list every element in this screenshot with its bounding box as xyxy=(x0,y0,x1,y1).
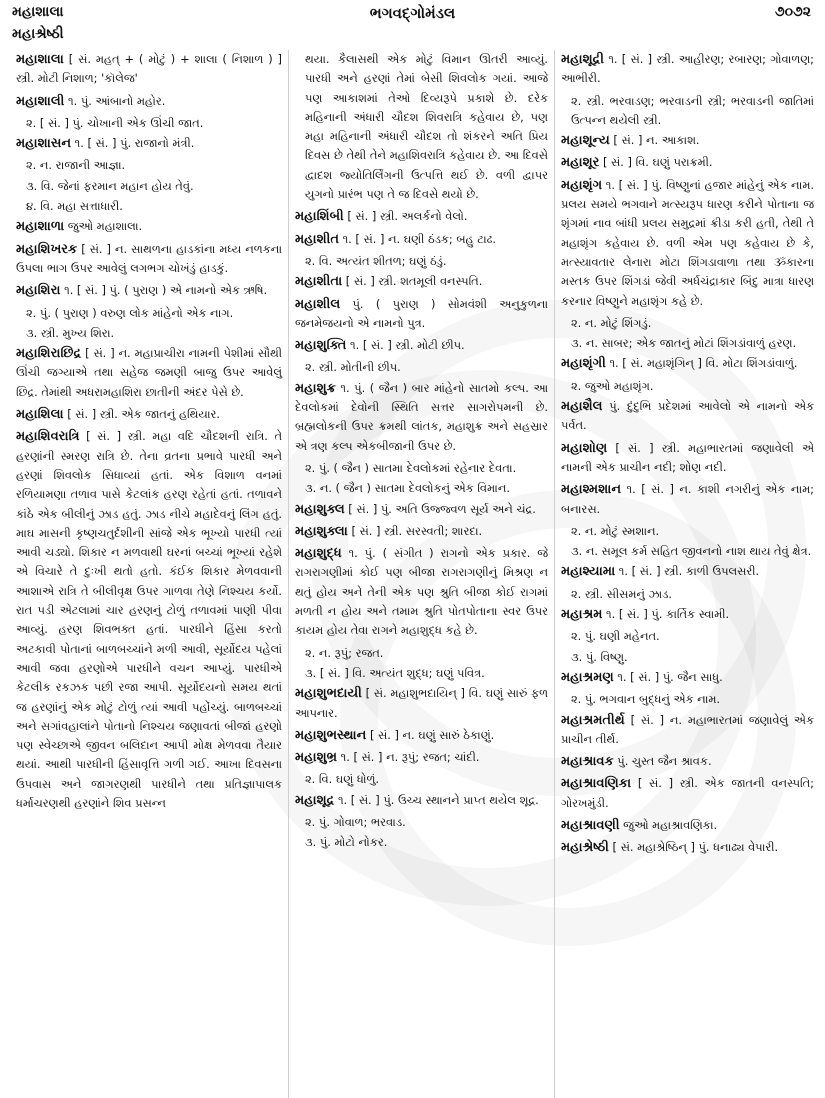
headword: મહાશુક્તિ xyxy=(295,338,347,354)
definition: ૧. પું. ( જૈન ) બાર માંહેનો સાતમો કલ્પ. આ દેવલોકમાં દેવોની સ્થિતિ સત્તર સાગરોપમની છે. બ્રહ્મલોકની ઉપર ક્રમથી લાંતક, મહાશુક્ર અને સહસ્રાર એ ત્રણ કલ્પ એકબીજાની ઉપર છે. xyxy=(295,380,548,453)
dictionary-entry xyxy=(295,522,548,541)
definition: ૧. [ સં. મહાશૃંગિન્ ] વિ. મોટા શિંગડાંવાળું. xyxy=(609,356,798,371)
dictionary-entry xyxy=(561,711,814,750)
definition: ૧. [ સં. ] ન. કાશી નગરીનું એક નામ; બનારસ. xyxy=(561,482,814,516)
dictionary-entry xyxy=(295,544,548,640)
definition: ૧. [ સં. ] પું. રાજાનો મંત્રી. xyxy=(74,136,195,151)
sense: ૩. ન. ( જૈન ) સાતમા દેવલોકનું એક વિમાન. xyxy=(305,481,510,496)
sense: ૨. સ્ત્રી. મોતીની છીપ. xyxy=(305,360,401,375)
headword: મહાશાળા xyxy=(16,219,65,235)
headword: મહાશ્રાવણિકા xyxy=(561,776,632,792)
definition: [ સં. મહત્ + ( મોટું ) + શાલા ( નિશાળ ) ] સ્ત્રી. મોટી નિશાળ; 'કૉલેજ' xyxy=(16,52,282,86)
dictionary-entry xyxy=(561,439,814,478)
headword: મહાશૂન્ય xyxy=(561,133,610,149)
dictionary-entry xyxy=(295,207,548,226)
definition: [ સં. ] સ્ત્રી. સરસ્વતી; શારદા. xyxy=(351,523,483,538)
sense: ૨. ન. રૂપું; રજત. xyxy=(305,645,384,660)
sense: ૨. ન. મોટું સ્મશાન. xyxy=(571,523,660,538)
headword: મહાશ્રેષ્ઠી xyxy=(561,840,609,856)
headword: મહાશ્રમતીર્થ xyxy=(561,712,625,728)
definition: [ સં. ] સ્ત્રી. અલર્કનો વેલો. xyxy=(347,209,468,224)
headword: મહાશુભસ્થાન xyxy=(295,727,367,743)
sense: ૨. સ્ત્રી. ભરવાડણ; ભરવાડની સ્ત્રી; ભરવાડની જાતિમાં ઉત્પન્ન થયેલી સ્ત્રી. xyxy=(571,93,814,127)
sense: ૩. પું. મોટો નોકર. xyxy=(305,835,388,850)
dictionary-entry xyxy=(561,774,814,813)
dictionary-entry xyxy=(561,153,814,172)
dictionary-entry xyxy=(16,92,282,111)
headword: મહાશાલા xyxy=(16,52,64,67)
definition: [ સં. ] ન. મહાભારતમાં જણાવેલું એક પ્રાચીન તીર્થ. xyxy=(561,712,814,746)
sense: ૩. ન. સાબર; એક જાતનું મોટાં શિંગડાંવાળું હરણ. xyxy=(571,336,797,351)
definition: ૧. [ સં. ] સ્ત્રી. કાળી ઉપલસરી. xyxy=(618,564,760,579)
dictionary-entry xyxy=(16,344,282,402)
dictionary-entry xyxy=(561,668,814,687)
headword: મહાશિવરાત્રિ xyxy=(16,429,80,445)
sense: ૨. પું. ઘણી મહેનત. xyxy=(571,629,660,644)
sense: ૨. સ્ત્રી. સીસમનું ઝાડ. xyxy=(571,586,673,601)
sense: ૨. વિ. ઘણું ધોળું. xyxy=(305,772,380,787)
dictionary-entry xyxy=(295,336,548,355)
definition: [ સં. ] સ્ત્રી. શતમૂલી વનસ્પતિ. xyxy=(345,274,483,289)
dictionary-entry xyxy=(561,50,814,89)
dictionary-entry xyxy=(561,816,814,835)
definition: ૧. પું. આંબાનો મહોર. xyxy=(68,93,166,108)
headword: મહાશ્યામા xyxy=(561,564,616,580)
headword: મહાશ્રમણ xyxy=(561,669,614,685)
dictionary-entry xyxy=(295,684,548,723)
headword: મહાશિખરક xyxy=(16,241,78,257)
sense: ૨. જુઓ મહાશૃંગ. xyxy=(571,378,654,393)
definition: ૧. [ સં. ] ન. ઘણી ઠંડક; બહુ ટાઢ. xyxy=(342,231,496,246)
dictionary-entry xyxy=(561,176,814,311)
headword: મહાશ્રમ xyxy=(561,607,603,623)
column-3 xyxy=(554,50,820,1098)
definition: [ સં. ] ન. ઘણું સારું ઠેકાણું. xyxy=(369,727,495,742)
headword: મહાશૃંગ xyxy=(561,177,603,193)
dictionary-entry xyxy=(295,379,548,456)
sense: ૪. વિ. મહા સત્તાધારી. xyxy=(26,199,123,214)
sense: ૩. વિ. જેનાં ફરમાન મહાન હોય તેવું. xyxy=(26,178,194,193)
sense: ૨. પું. ( પુરાણ ) વરુણ લોક માંહેનો એક નાગ. xyxy=(26,305,234,320)
definition: ૧. [ સં. ] પું. વિષ્ણુનાં હજાર માંહેનું એક નામ. પ્રલય સમયે ભગવાને મત્સ્યરૂપ ધારણ કરીને પોતાના જ શૃંગમાં નાવ બાંધી પ્રલય સમુદ્રમાં ક્રીડા કરી હતી, તેથી તે મહાશૃંગ કહેવાય છે. વળી એમ પણ કહેવાય છે કે, મત્સ્યાવતાર લેનારા મોટા શિંગડાવાળા તથા ૐકારના મસ્તક ઉપર શિંગડાં જેવી અર્ધચંદ્રાકાર બિંદુ માત્રા ધારણ કરનાર વિષ્ણુને મહાશૃંગ કહે છે. xyxy=(561,177,814,308)
dictionary-entry xyxy=(561,131,814,150)
definition: [ સં. ] સ્ત્રી. એક જાતની વનસ્પતિ; ગોરખમુંડી. xyxy=(561,776,814,810)
definition: [ સં. ] ન. આકાશ. xyxy=(613,133,700,148)
definition: [ સં. ] સ્ત્રી. મહાભારતમાં જણાવેલી એ નામની એક પ્રાચીન નદી; શોણ નદી. xyxy=(561,440,814,474)
page-number: ૭૦૭૨ xyxy=(774,4,811,20)
definition: [ સં. મહાશ્રેષ્ઠિન્ ] પું. ધનાઢ્ય વેપારી. xyxy=(612,840,779,855)
book-title: ભગવદ્ગોમંડલ xyxy=(369,4,456,22)
definition: ૧. પું. ( સંગીત ) રાગનો એક પ્રકાર. જે રાગરાગણીમાં કોઈ પણ બીજા રાગરાગણીનું મિશ્રણ ન થતું હોય અને તેની એક પણ શ્રુતિ બીજા કોઈ રાગમાં મળતી ન હોય અને તમામ શ્રુતિ પોતપોતાના સ્વર ઉપર કાયમ હોય તેવા રાગને મહાશુદ્ધ કહે છે. xyxy=(295,546,548,638)
headword: મહાશીત xyxy=(295,231,339,247)
definition: [ સં. મહાશુભદાયિન્ ] વિ. ઘણું સારું ફળ આપનાર. xyxy=(295,686,548,720)
headword: મહાશુક્લા xyxy=(295,523,348,539)
column-2 xyxy=(288,50,554,1098)
sense: ૩. [ સં. ] વિ. અત્યંત શુદ્ધ; ઘણું પવિત્ર. xyxy=(305,665,485,680)
dictionary-entry xyxy=(561,397,814,436)
headword: મહાશિલા xyxy=(16,407,64,423)
dictionary-entry xyxy=(295,230,548,249)
headword: મહાશિંબી xyxy=(295,209,344,225)
dictionary-entry xyxy=(16,217,282,236)
definition: [ સં. ] પું. અતિ ઉજ્જ્વળ સૂર્ય અને ચંદ્ર. xyxy=(348,501,536,516)
dictionary-columns xyxy=(10,50,820,1098)
headword: મહાશૈલ xyxy=(561,399,603,415)
definition: ૧. [ સં. ] પું. ( પુરાણ ) એ નામનો એક ઋષિ. xyxy=(64,283,268,298)
dictionary-entry xyxy=(16,50,282,89)
definition: ૧. [ સં. ] ન. રૂપું; રજત; ચાંદી. xyxy=(340,750,480,765)
dictionary-entry xyxy=(561,562,814,581)
headword: મહાશૂદ્ર xyxy=(295,792,335,808)
headword: મહાશુક્ર xyxy=(295,380,336,396)
dictionary-entry xyxy=(16,427,282,813)
definition: ૧. [ સં. ] સ્ત્રી. આહીરણ; રબારણ; ગોવાળણ; આભીરી. xyxy=(561,52,814,86)
definition: ૧. [ સં. ] સ્ત્રી. મોટી છીપ. xyxy=(350,338,465,353)
headword: મહાશાલી xyxy=(16,93,65,109)
definition: [ સં. ] સ્ત્રી. એક જાતનું હથિયાર. xyxy=(67,407,220,422)
sense: ૨. ન. મોટું શિંગડું. xyxy=(571,315,652,330)
headword: મહાશિરા xyxy=(16,283,61,299)
headword: મહાશીલ xyxy=(295,296,341,312)
dictionary-entry xyxy=(295,295,548,334)
dictionary-entry xyxy=(561,605,814,624)
definition: [ સં. ] સ્ત્રી. મહા વદિ ચૌદશની રાત્રિ. તે હરણાંની સ્મરણ રાત્રિ છે. તેના વ્રતના પ્રભાવે પારધી અને હરણાં શિવલોક સિધાવ્યાં હતાં. એક વિશાળ વનમાં રળિયામણા તળાવ પાસે કેટલાંક હરણ રહેતાં હતાં. તળાવને કાંઠે એક બીલીનું ઝાડ હતું. ઝાડ નીચે મહાદેવનું લિંગ હતું. માઘ માસની કૃષ્ણચતુર્દશીની સાંજે એક ભૂખ્યો પારધી ત્યાં આવી ચડ્યો. શિકાર ન મળવાથી ઘરનાં બચ્ચાં ભૂખ્યાં રહેશે એ વિચારે તે દુઃખી થતો હતો. કંઈક શિકાર મેળવવાની આશાએ રાત્રિ તે બીલીવૃક્ષ ઉપર ગાળવા તેણે નિશ્ચય કર્યો. રાત પડી એટલામાં ચાર હરણનું ટોળું તળાવમાં પાણી પીવા આવ્યું. હરણ શિવભક્ત હતાં. પારધીને હિંસા કરતો અટકાવી પોતાનાં બાળબચ્ચાંને મળી આવી, સૂર્યોદય પહેલાં આવી જવા હરણોએ પારધીને વચન આપ્યું. પારધીએ કેટલીક રકઝક પછી રજા આપી. સૂર્યોદયનો સમય થતાં જ હરણાંનું એક મોટું ટોળું ત્યાં આવી પહોંચ્યું. બાળબચ્ચાં અને સગાંવહાલાંને પોતાનો નિશ્ચય જણાવતાં બીજાં હરણો પણ સ્વેચ્છાએ જીવન બલિદાન આપી મોક્ષ મેળવવા તૈયાર થયાં. આથી પારધીની હિંસાવૃત્તિ ગળી ગઈ. આખા દિવસના ઉપવાસ અને જાગરણથી પારધીને તથા પ્રતિજ્ઞાપાલક ધર્માચરણથી હરણાંને શિવ પ્રસન્ન xyxy=(16,429,282,810)
definition: ૧. [ સં. ] પું. જૈન સાધુ. xyxy=(617,669,723,684)
definition: પું. ( પુરાણ ) સોમવંશી અનુકુળના જનમેજયનો એ નામનો પુત્ર. xyxy=(295,296,548,330)
sense: ૨. પું. ગોવાળ; ભરવાડ. xyxy=(305,814,406,829)
page-header xyxy=(0,0,825,48)
definition: જુઓ મહાશાલા. xyxy=(67,219,143,234)
dictionary-entry xyxy=(295,748,548,767)
definition: [ સં. ] ન. સાથળના હાડકાંના મધ્ય નળકના ઉપલા ભાગ ઉપર આવેલું લગભગ ચોખંડું હાડકું. xyxy=(16,241,282,275)
headword: મહાશૂદ્રી xyxy=(561,52,605,67)
sense: ૨. [ સં. ] પું. ચોખાની એક ઊંચી જાત. xyxy=(26,115,204,130)
sense: ૩. સ્ત્રી. મુખ્ય શિરા. xyxy=(26,325,115,340)
dictionary-entry xyxy=(16,281,282,300)
definition: [ સં. ] ન. મહાપ્રાચીરા નામની પેશીમાં સૌથી ઊંચી જગ્યાએ તથા સહેજ જમણી બાજુ ઉપર આવેલું છિદ્ર. તેમાંથી અધરામહાશિરા છાતીની અંદર પેસે છે. xyxy=(16,346,282,399)
dictionary-entry xyxy=(561,354,814,373)
headword: મહાશૂર xyxy=(561,155,600,171)
guide-word-first: મહાશાલા xyxy=(12,4,64,20)
sense: ૨. પું. ( જૈન ) સાતમા દેવલોકમાં રહેનાર દેવતા. xyxy=(305,460,517,475)
dictionary-entry xyxy=(295,726,548,745)
sense: ૨. ન. રાજાની આજ્ઞા. xyxy=(26,158,126,173)
guide-word-last: મહાશ્રેષ્ઠી xyxy=(12,26,64,42)
headword: મહાશુદ્ધ xyxy=(295,546,342,562)
dictionary-entry xyxy=(16,405,282,424)
column-1 xyxy=(10,50,288,1098)
dictionary-entry xyxy=(295,272,548,291)
dictionary-entry xyxy=(16,134,282,153)
continued-definition: થયા. કૈલાસથી એક મોટું વિમાન ઊતરી આવ્યું. પારધી અને હરણાં તેમાં બેસી શિવલોક ગયાં. આજે પણ આકાશમાં તેઓ દિવ્યરૂપે પ્રકાશે છે. દરેક મહિનાની અંધારી ચૌદશ શિવરાત્રિ કહેવાય છે, પણ મહા મહિનાની અંધારી ચૌદશ તો શંકરને અતિ પ્રિય દિવસ છે તેથી તેને મહાશિવરાત્રિ કહેવાય છે. આ દિવસે દ્વાદશ જ્યોતિર્લિંગની ઉત્પત્તિ થઈ છે. વળી દ્વાપર યુગનો પ્રારંભ પણ તે જ દિવસે થયો છે. xyxy=(305,52,548,202)
dictionary-entry xyxy=(16,240,282,279)
sense: ૩. પું. વિષ્ણુ. xyxy=(571,649,628,664)
definition: [ સં. ] વિ. ઘણું પરાક્રમી. xyxy=(602,155,713,170)
headword: મહાશ્રાવક xyxy=(561,754,614,770)
headword: મહાશીતા xyxy=(295,274,343,290)
headword: મહાશિરાછિદ્ર xyxy=(16,346,82,362)
headword: મહાશુભ્ર xyxy=(295,750,338,766)
headword: મહાશૃંગી xyxy=(561,356,606,372)
dictionary-entry xyxy=(295,500,548,519)
dictionary-entry xyxy=(561,838,814,857)
definition: પું. ચુસ્ત જૈન શ્રાવક. xyxy=(617,754,712,769)
headword: મહાશ્રાવણી xyxy=(561,817,620,833)
headword: મહાશુક્લ xyxy=(295,501,345,517)
headword: મહાશોણ xyxy=(561,440,608,456)
definition: ૧. [ સં. ] પું. ઉચ્ચ સ્થાનને પ્રાપ્ત થયેલ શૂદ્ર. xyxy=(337,792,539,807)
headword: મહાશ્મશાન xyxy=(561,482,622,498)
dictionary-entry xyxy=(561,752,814,771)
definition: ૧. [ સં. ] પું. કાર્તિક સ્વામી. xyxy=(606,607,730,622)
dictionary-entry xyxy=(295,791,548,810)
definition: પું. દુંદુભિ પ્રદેશમાં આવેલો એ નામનો એક પર્વત. xyxy=(561,399,815,433)
headword: મહાશુભદાયી xyxy=(295,686,362,702)
definition: જુઓ મહાશ્રાવણિકા. xyxy=(623,817,718,832)
headword: મહાશાસન xyxy=(16,136,72,152)
sense: ૨. વિ. અત્યંત શીતળ; ઘણું ઠંડું. xyxy=(305,253,447,268)
dictionary-entry xyxy=(561,480,814,519)
sense: ૩. ન. સમૂલ કર્મ સહિત જીવનનો નાશ થાય તેવું ક્ષેત્ર. xyxy=(571,544,812,559)
sense: ૨. પું. ભગવાન બુદ્ધનું એક નામ. xyxy=(571,692,721,707)
